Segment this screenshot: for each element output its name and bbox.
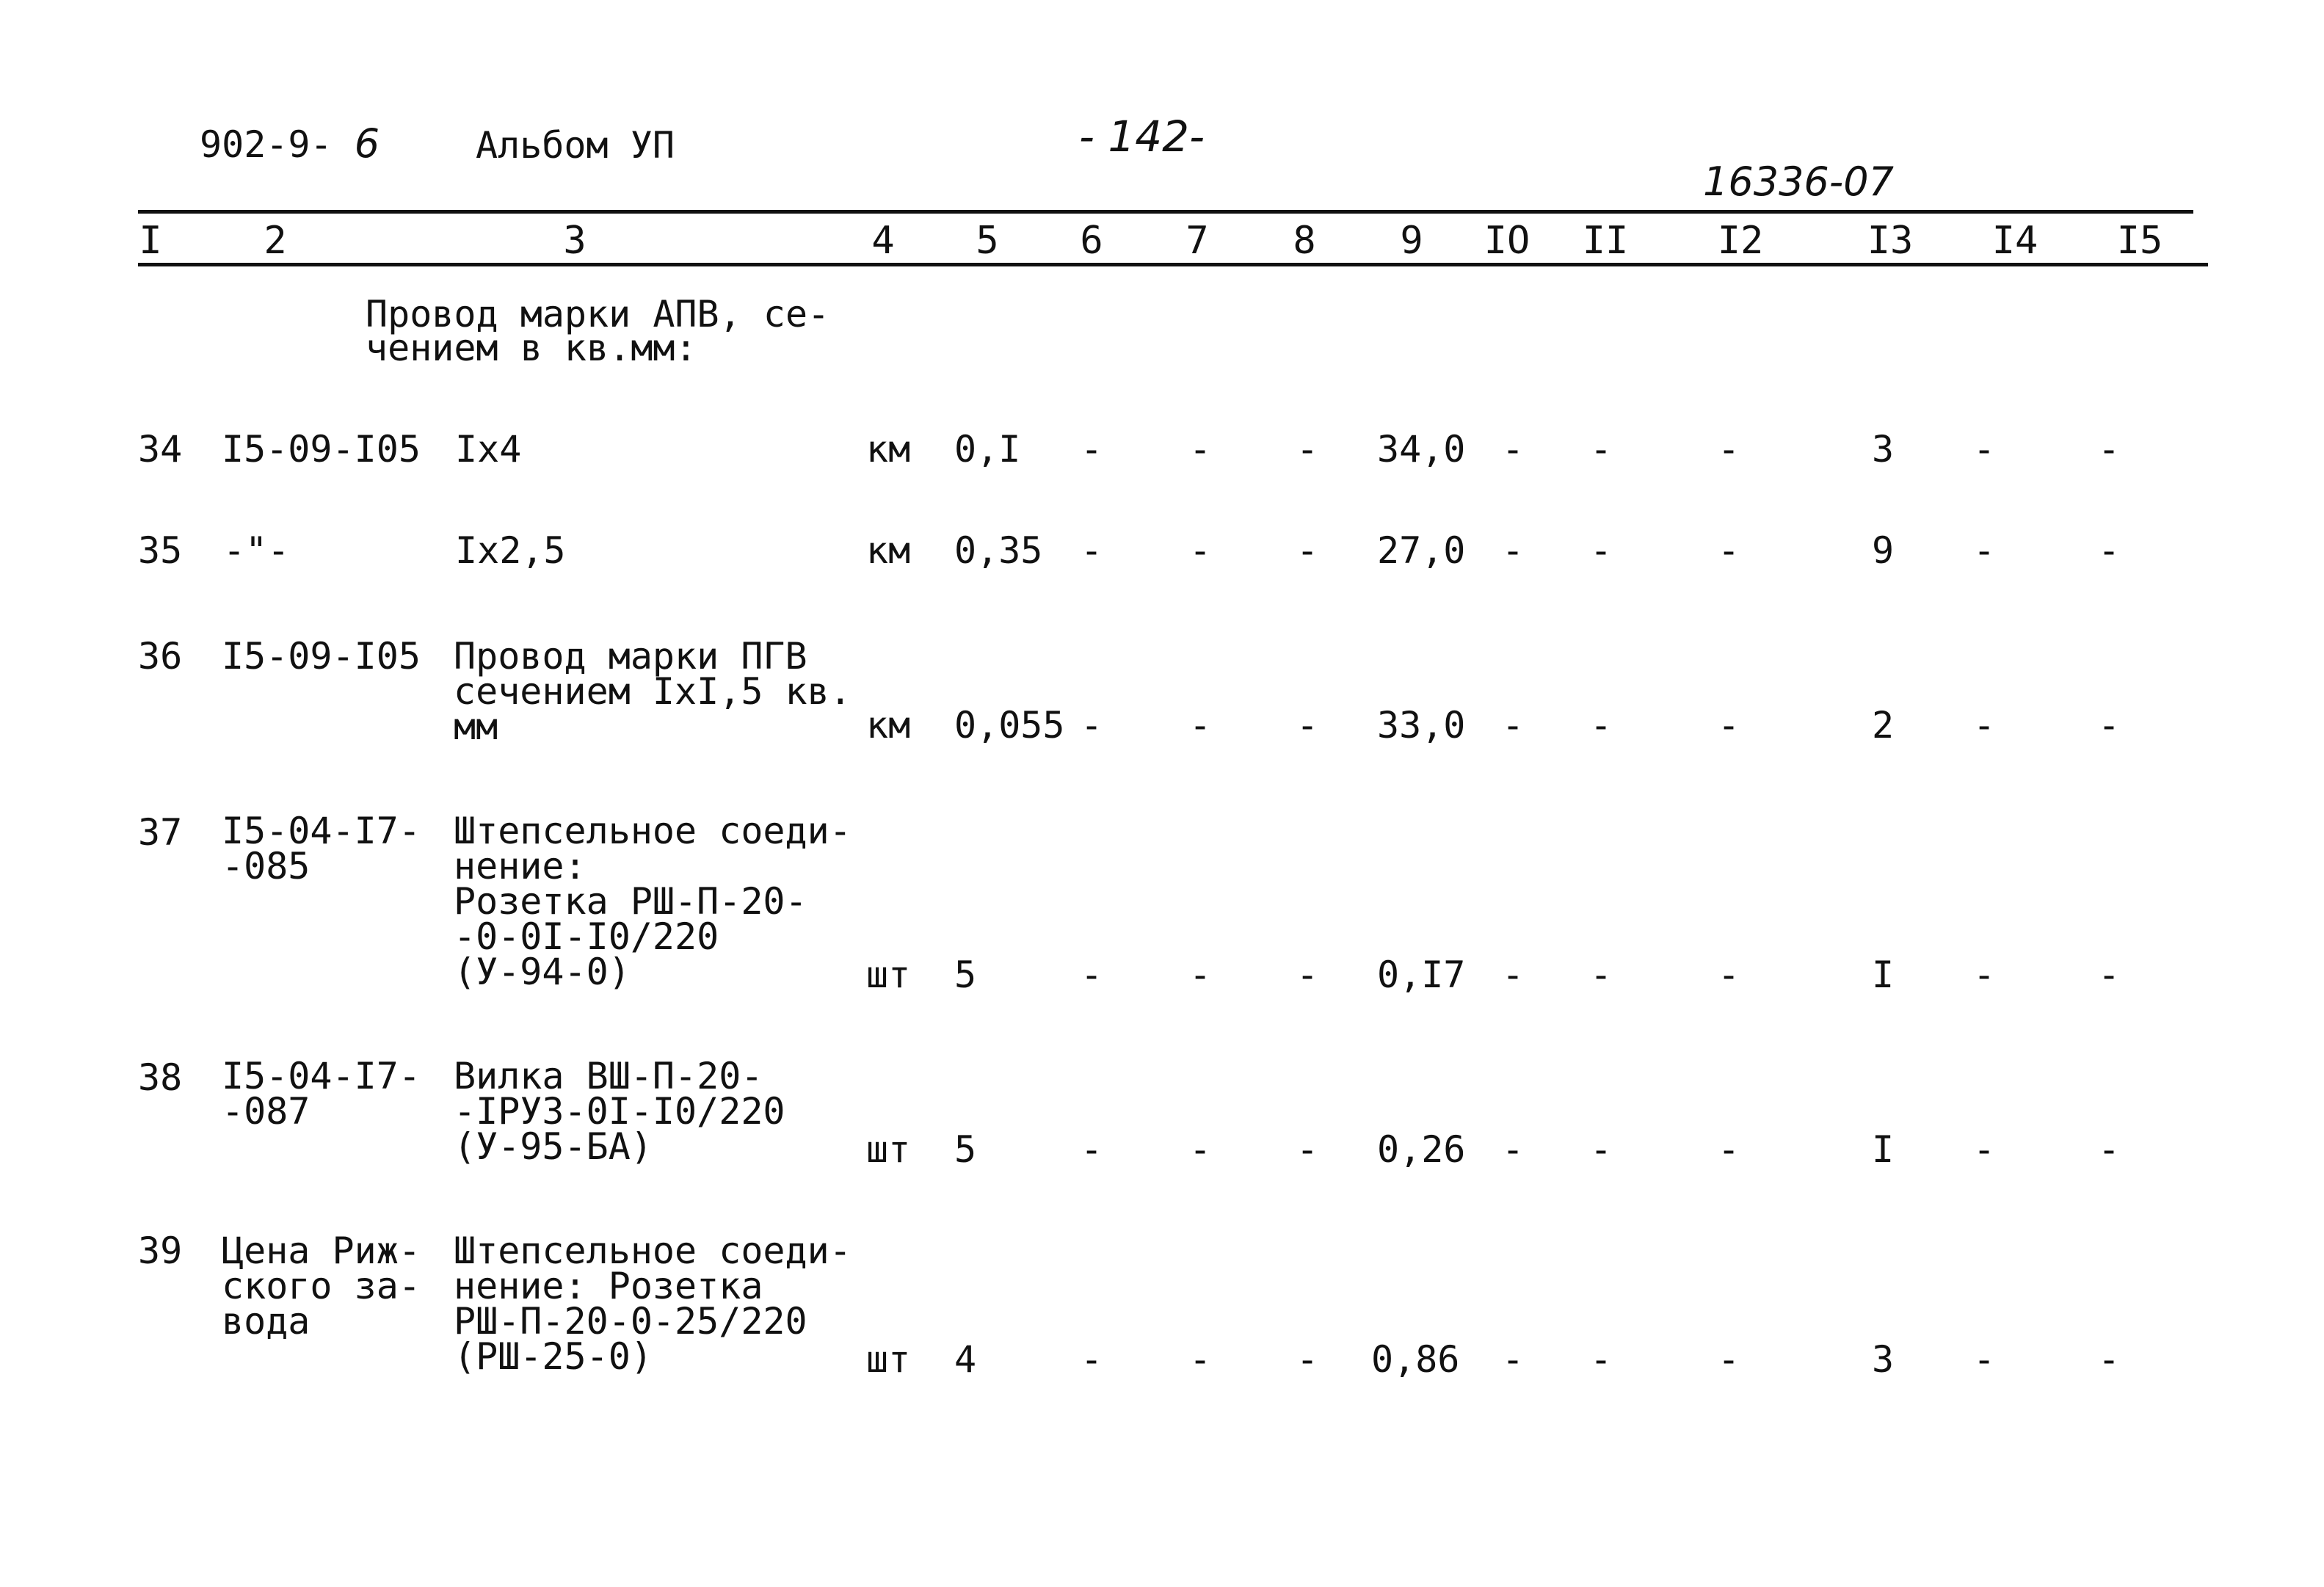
- row-col14: -: [1973, 954, 1996, 996]
- row-col7: -: [1189, 529, 1212, 572]
- row-qty: 5: [954, 1128, 977, 1171]
- column-header: I: [139, 219, 162, 263]
- row-col9: 27,0: [1377, 529, 1466, 572]
- row-col7: -: [1189, 1338, 1212, 1381]
- row-qty: 5: [954, 954, 977, 996]
- header-top-rule: [138, 210, 2193, 214]
- column-header: 2: [264, 219, 287, 263]
- page-number: - 142-: [1079, 112, 1205, 161]
- row-name: Штепсельное соеди- нение: Розетка РШ-П-20-0-25/220 (РШ-25-0): [454, 1230, 851, 1378]
- row-col11: -: [1590, 954, 1613, 996]
- column-header: 4: [871, 219, 895, 263]
- row-col15: -: [2098, 1338, 2121, 1381]
- row-col15: -: [2098, 529, 2121, 572]
- column-header: I5: [2116, 219, 2163, 263]
- row-col6: -: [1081, 704, 1103, 747]
- column-header: 8: [1293, 219, 1316, 263]
- row-qty: 0,055: [954, 704, 1065, 747]
- row-code: I5-04-I7- -085: [222, 810, 421, 887]
- row-name: Iх2,5: [455, 529, 566, 572]
- column-header: 3: [563, 219, 587, 263]
- column-header: 5: [976, 219, 999, 263]
- column-header: I4: [1991, 219, 2038, 263]
- row-col13: I: [1872, 1128, 1895, 1171]
- row-col14: -: [1973, 529, 1996, 572]
- row-col11: -: [1590, 704, 1613, 747]
- doc-number-suffix: 6: [354, 120, 380, 167]
- row-col8: -: [1296, 428, 1319, 471]
- column-header: I2: [1717, 219, 1764, 263]
- row-col10: -: [1502, 428, 1525, 471]
- row-col13: 3: [1872, 1338, 1895, 1381]
- row-name: Провод марки ПГВ сечением IхI,5 кв. мм: [454, 635, 851, 748]
- row-name: Iх4: [455, 428, 522, 471]
- row-col6: -: [1081, 954, 1103, 996]
- row-col10: -: [1502, 1128, 1525, 1171]
- column-header: 9: [1400, 219, 1423, 263]
- row-col8: -: [1296, 529, 1319, 572]
- row-unit: км: [866, 529, 911, 572]
- row-number: 39: [138, 1230, 183, 1272]
- row-col7: -: [1189, 1128, 1212, 1171]
- row-col15: -: [2098, 428, 2121, 471]
- row-col13: 3: [1872, 428, 1895, 471]
- column-header: 7: [1185, 219, 1209, 263]
- row-col9: 0,26: [1377, 1128, 1466, 1171]
- doc-number: [200, 120, 380, 167]
- row-col8: -: [1296, 1128, 1319, 1171]
- row-unit: шт: [866, 954, 911, 996]
- row-col12: -: [1718, 529, 1740, 572]
- row-col14: -: [1973, 428, 1996, 471]
- row-col7: -: [1189, 428, 1212, 471]
- stamp-number: 16336-07: [1703, 159, 1894, 205]
- column-header: IO: [1484, 219, 1530, 263]
- row-unit: шт: [866, 1128, 911, 1171]
- row-col6: -: [1081, 529, 1103, 572]
- row-col13: I: [1872, 954, 1895, 996]
- row-col11: -: [1590, 428, 1613, 471]
- row-qty: 0,I: [954, 428, 1021, 471]
- row-number: 38: [138, 1056, 183, 1099]
- row-code: Цена Риж- ского за- вода: [222, 1230, 421, 1343]
- row-col12: -: [1718, 954, 1740, 996]
- row-col7: -: [1189, 704, 1212, 747]
- row-col14: -: [1973, 704, 1996, 747]
- row-unit: км: [866, 704, 911, 747]
- row-number: 37: [138, 811, 183, 854]
- row-col11: -: [1590, 1338, 1613, 1381]
- row-code: I5-04-I7- -087: [222, 1055, 421, 1133]
- row-number: 36: [138, 635, 183, 678]
- row-unit: км: [866, 428, 911, 471]
- row-col7: -: [1189, 954, 1212, 996]
- row-qty: 4: [954, 1338, 977, 1381]
- row-col10: -: [1502, 1338, 1525, 1381]
- row-col8: -: [1296, 954, 1319, 996]
- row-col15: -: [2098, 954, 2121, 996]
- section-title: Провод марки АПВ, се- чением в кв.мм:: [366, 293, 830, 369]
- row-col10: -: [1502, 954, 1525, 996]
- row-col10: -: [1502, 704, 1525, 747]
- row-col12: -: [1718, 428, 1740, 471]
- row-col9: 34,0: [1377, 428, 1466, 471]
- row-col13: 2: [1872, 704, 1895, 747]
- row-col11: -: [1590, 1128, 1613, 1171]
- row-col14: -: [1973, 1338, 1996, 1381]
- column-header: I3: [1867, 219, 1914, 263]
- column-header: 6: [1080, 219, 1103, 263]
- row-col6: -: [1081, 1338, 1103, 1381]
- header-bottom-rule: [138, 263, 2208, 266]
- row-code: I5-09-I05: [222, 428, 421, 471]
- doc-number-prefix: 902-9-: [200, 123, 333, 166]
- row-name: Штепсельное соеди- нение: Розетка РШ-П-20- -0-0I-I0/220 (У-94-0): [454, 810, 851, 993]
- row-code: I5-09-I05: [222, 635, 421, 678]
- row-col6: -: [1081, 428, 1103, 471]
- row-col11: -: [1590, 529, 1613, 572]
- row-qty: 0,35: [954, 529, 1043, 572]
- row-col13: 9: [1872, 529, 1895, 572]
- row-col12: -: [1718, 1128, 1740, 1171]
- row-col12: -: [1718, 1338, 1740, 1381]
- row-col15: -: [2098, 704, 2121, 747]
- row-col9: 33,0: [1377, 704, 1466, 747]
- column-header: II: [1582, 219, 1629, 263]
- row-col14: -: [1973, 1128, 1996, 1171]
- row-col9: 0,86: [1371, 1338, 1460, 1381]
- row-col15: -: [2098, 1128, 2121, 1171]
- row-col8: -: [1296, 704, 1319, 747]
- album-label: Альбом УП: [476, 124, 675, 167]
- row-col9: 0,I7: [1377, 954, 1466, 996]
- row-unit: шт: [866, 1338, 911, 1381]
- row-col6: -: [1081, 1128, 1103, 1171]
- row-col8: -: [1296, 1338, 1319, 1381]
- row-col10: -: [1502, 529, 1525, 572]
- row-col12: -: [1718, 704, 1740, 747]
- row-number: 34: [138, 428, 183, 471]
- row-code: -"-: [223, 529, 290, 572]
- row-number: 35: [138, 529, 183, 572]
- row-name: Вилка ВШ-П-20- -IРУЗ-0I-I0/220 (У-95-БА): [454, 1055, 785, 1168]
